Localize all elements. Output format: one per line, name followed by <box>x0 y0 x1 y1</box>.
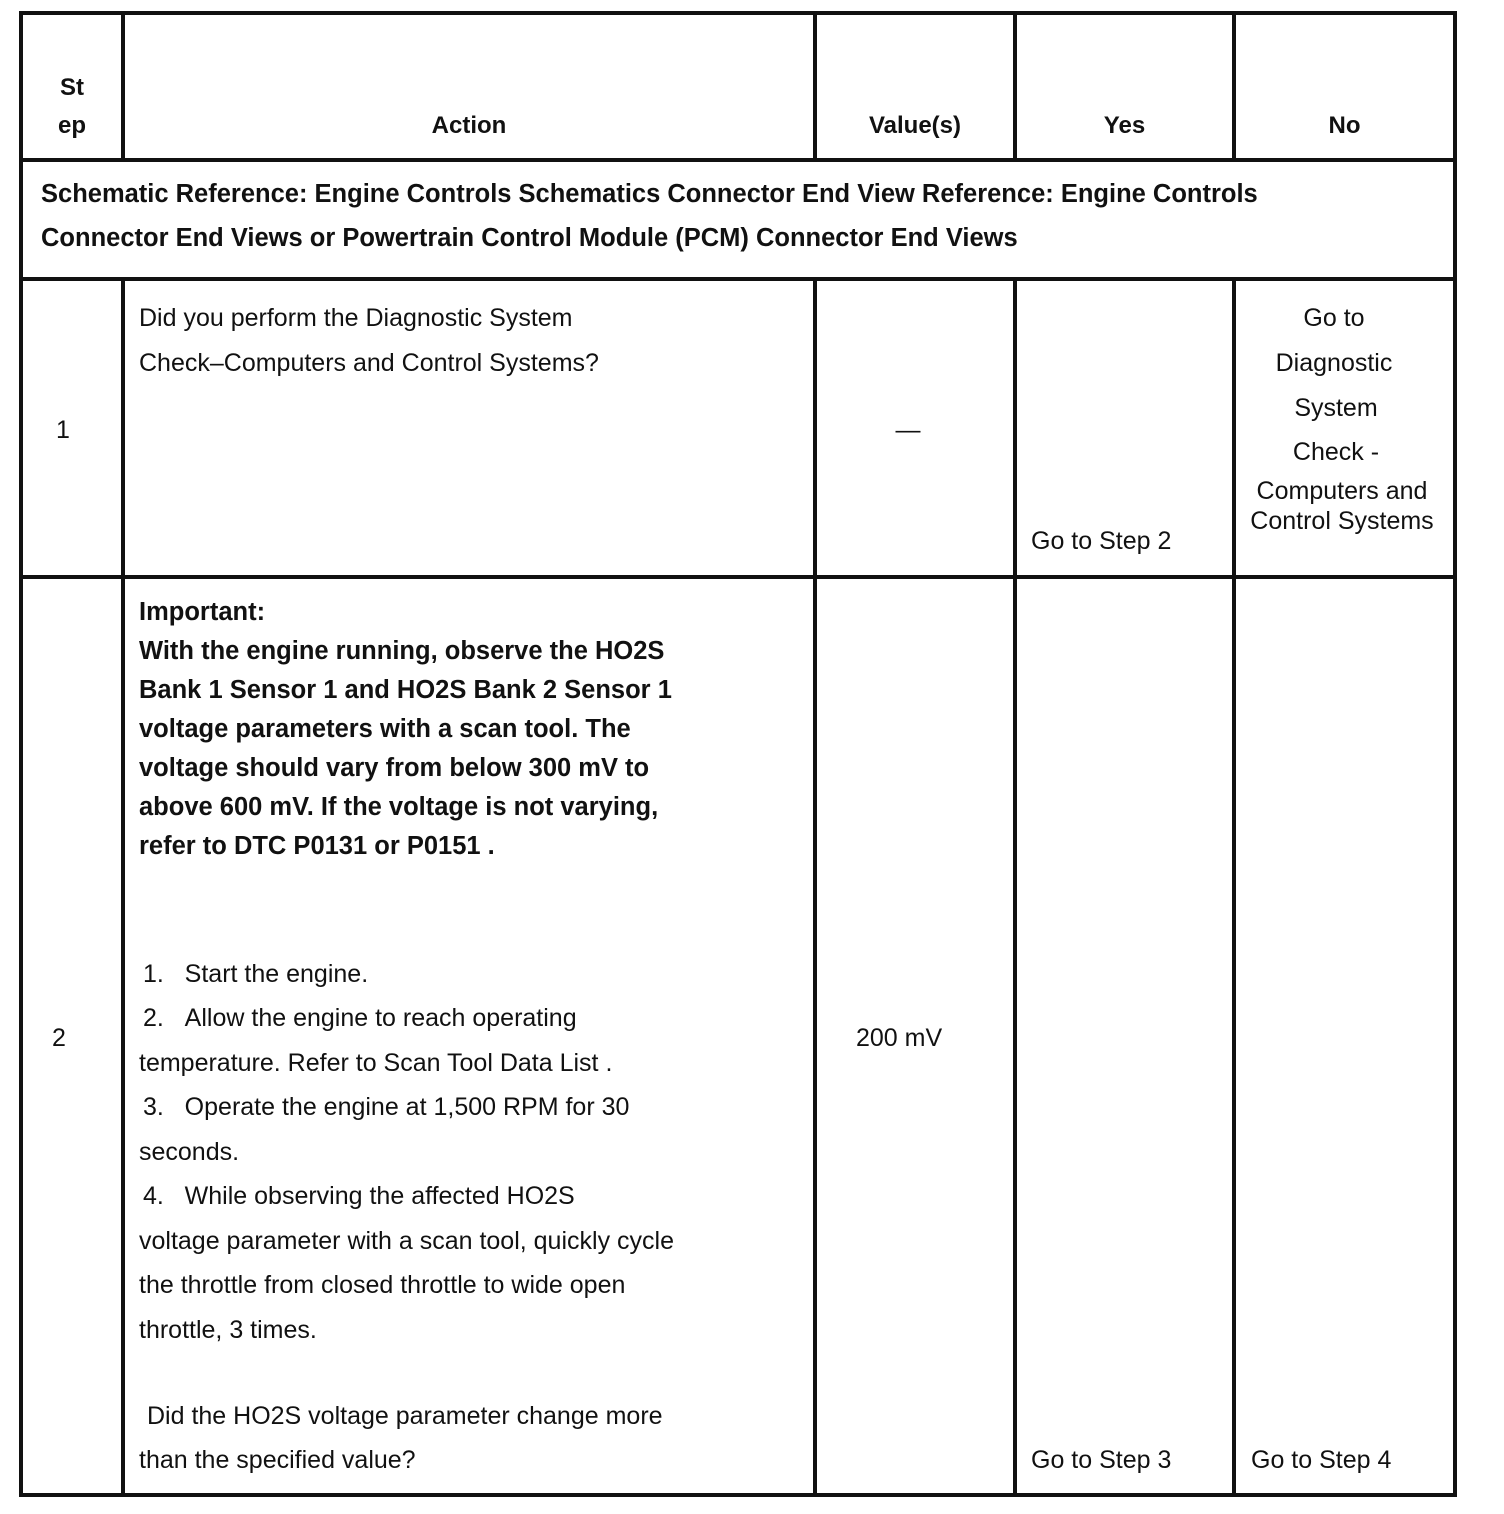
header-action: Action <box>431 112 507 139</box>
row2-step-number: 2 <box>52 1024 66 1052</box>
row1-yes: Go to Step 2 <box>1031 527 1172 555</box>
reference-divider <box>19 277 1457 281</box>
col-divider-action <box>813 277 817 1497</box>
header-divider <box>19 158 1457 162</box>
row2-important-line4: voltage should vary from below 300 mV to <box>139 754 650 782</box>
row2-step-line2: 2. Allow the engine to reach operating <box>143 1004 577 1032</box>
row1-divider <box>19 575 1457 579</box>
row1-step-number: 1 <box>56 416 70 444</box>
row2-important-line6: refer to DTC P0131 or P0151 . <box>139 832 495 860</box>
header-step-line1: St <box>60 74 84 101</box>
row1-action-line2: Check–Computers and Control Systems? <box>139 349 599 377</box>
row2-step-line8: the throttle from closed throttle to wide open <box>139 1271 626 1299</box>
row1-no-line2: Diagnostic <box>1275 349 1393 377</box>
row1-no-line3: System <box>1294 394 1378 422</box>
row1-no-line5: Computers and <box>1256 477 1428 505</box>
row1-action-line1: Did you perform the Diagnostic System <box>139 304 573 332</box>
row1-no-line4: Check - <box>1292 438 1380 466</box>
table-border-left <box>19 11 23 1497</box>
row2-question-line1: Did the HO2S voltage parameter change more <box>147 1402 663 1430</box>
row2-question-line2: than the specified value? <box>139 1446 416 1474</box>
row2-value: 200 mV <box>856 1024 943 1052</box>
row2-step-line7: voltage parameter with a scan tool, quickly cycle <box>139 1227 674 1255</box>
row2-important-line3: voltage parameters with a scan tool. The <box>139 715 631 743</box>
header-values: Value(s) <box>868 112 962 139</box>
header-yes: Yes <box>1103 112 1146 139</box>
row2-step-line6: 4. While observing the affected HO2S <box>143 1182 575 1210</box>
row1-value: — <box>895 416 921 444</box>
header-no: No <box>1328 112 1361 139</box>
row2-important-line1: With the engine running, observe the HO2S <box>139 637 665 665</box>
row1-no-line1: Go to <box>1303 304 1365 332</box>
row1-no-line6: Control Systems <box>1250 507 1434 535</box>
row2-step-line1: 1. Start the engine. <box>143 960 369 988</box>
reference-line-2: Connector End Views or Powertrain Control Module (PCM) Connector End Views <box>41 224 1018 252</box>
header-step-line2: ep <box>57 112 86 139</box>
row2-step-line4: 3. Operate the engine at 1,500 RPM for 30 <box>143 1093 630 1121</box>
table-border-right <box>1453 11 1457 1497</box>
col-divider-value <box>1013 277 1017 1497</box>
row2-important-label: Important: <box>139 598 266 626</box>
reference-line-1: Schematic Reference: Engine Controls Schematics Connector End View Reference: Engine Controls <box>41 180 1258 208</box>
row2-step-line3: temperature. Refer to Scan Tool Data List . <box>139 1049 613 1077</box>
row2-step-line9: throttle, 3 times. <box>139 1316 317 1344</box>
row2-step-line5: seconds. <box>139 1138 240 1166</box>
row2-important-line5: above 600 mV. If the voltage is not varying, <box>139 793 659 821</box>
row2-yes: Go to Step 3 <box>1031 1446 1172 1474</box>
table-border-bottom <box>19 1493 1457 1497</box>
table-border-top <box>19 11 1457 15</box>
row2-important-line2: Bank 1 Sensor 1 and HO2S Bank 2 Sensor 1 <box>139 676 672 704</box>
col-divider-step <box>121 277 125 1497</box>
row2-no: Go to Step 4 <box>1251 1446 1392 1474</box>
